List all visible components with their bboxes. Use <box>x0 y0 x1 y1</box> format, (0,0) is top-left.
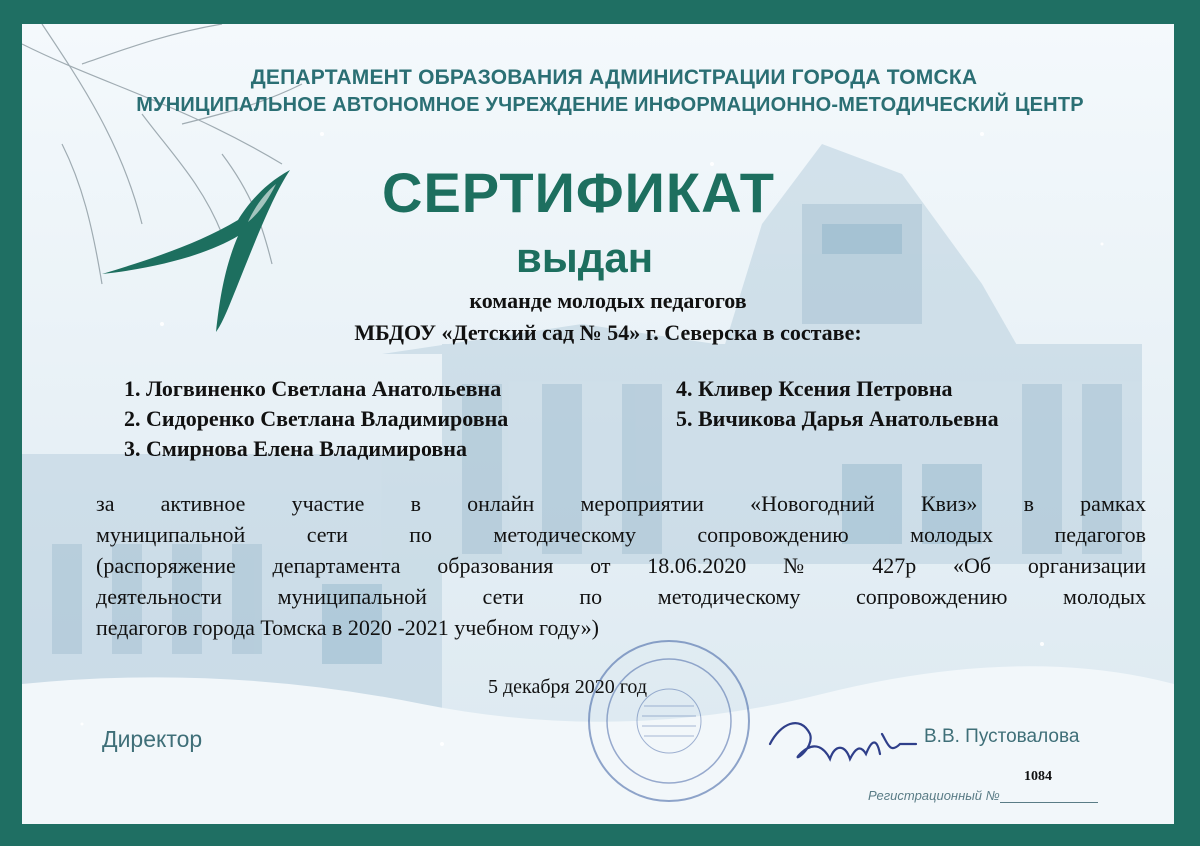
director-name: В.В. Пустовалова <box>924 726 1080 747</box>
registration-number: 1084 <box>1024 769 1052 784</box>
certificate-subtitle: выдан <box>516 234 654 281</box>
certificate-title: СЕРТИФИКАТ <box>382 161 775 224</box>
institution-header: МУНИЦИПАЛЬНОЕ АВТОНОМНОЕ УЧРЕЖДЕНИЕ ИНФОРМАЦИОННО-МЕТОДИЧЕСКИЙ ЦЕНТР <box>136 94 1084 116</box>
department-header: ДЕПАРТАМЕНТ ОБРАЗОВАНИЯ АДМИНИСТРАЦИИ ГОРОДА ТОМСКА <box>250 66 978 89</box>
round-stamp-icon <box>584 636 754 806</box>
body-line: муниципальной сети по методическому сопровождению молодых педагогов <box>96 522 1146 547</box>
certificate-sheet <box>22 24 1174 824</box>
member-item: 2. Сидоренко Светлана Владимировна <box>124 406 509 431</box>
director-title: Директор <box>102 726 203 752</box>
member-column-left <box>124 374 508 464</box>
recipient-line-1: команде молодых педагогов <box>469 288 747 313</box>
member-item: 5. Вичикова Дарья Анатольевна <box>676 406 999 431</box>
handwritten-signature-icon <box>760 704 920 784</box>
body-line: (распоряжение департамента образования от 18.06.2020 № 427р «Об организации <box>96 553 1146 578</box>
body-line: за активное участие в онлайн мероприятии «Новогодний Квиз» в рамках <box>96 491 1146 516</box>
registration-label: Регистрационный № <box>868 788 1000 803</box>
body-line: деятельности муниципальной сети по методическому сопровождению молодых <box>96 584 1146 609</box>
member-item: 1. Логвиненко Светлана Анатольевна <box>124 376 502 401</box>
award-reason-text <box>96 488 1146 643</box>
recipient-line-2: МБДОУ «Детский сад № 54» г. Северска в составе: <box>354 320 862 345</box>
member-item: 3. Смирнова Елена Владимировна <box>124 436 467 461</box>
issue-date: 5 декабря 2020 год <box>488 676 648 698</box>
body-line: педагогов города Томска в 2020 -2021 учебном году») <box>96 615 599 640</box>
member-column-right <box>676 374 999 434</box>
registration-underline <box>1000 802 1098 803</box>
member-item: 4. Кливер Ксения Петровна <box>676 376 953 401</box>
